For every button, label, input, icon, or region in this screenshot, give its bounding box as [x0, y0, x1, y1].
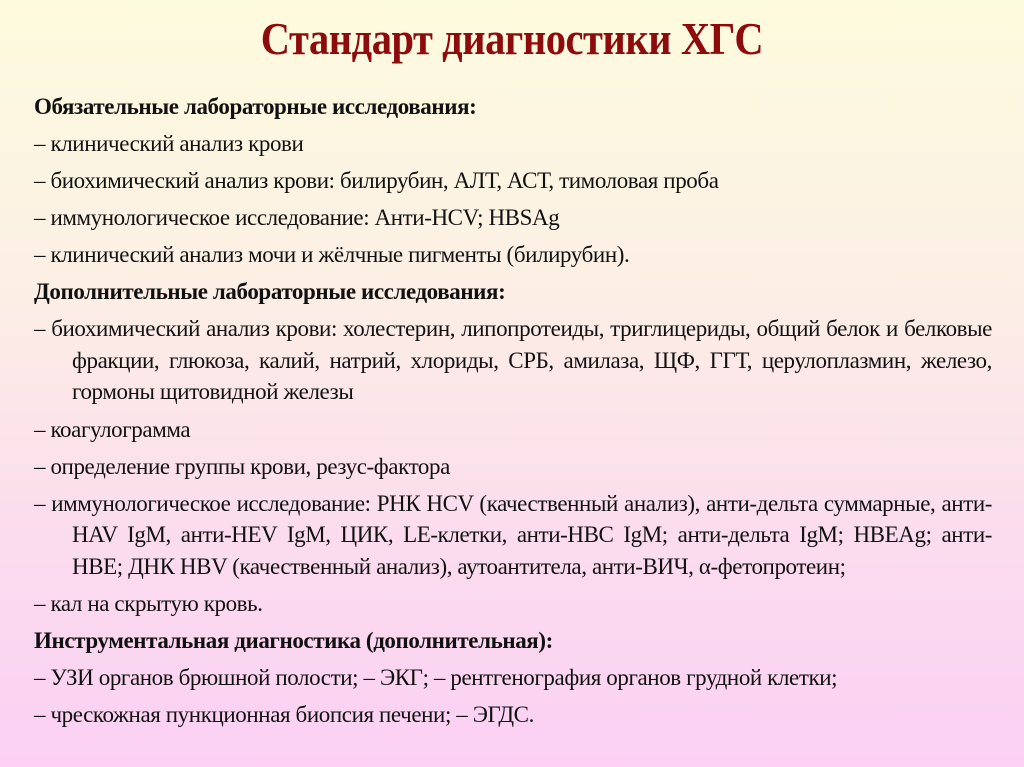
list-item: – кал на скрытую кровь. [34, 591, 263, 616]
list-item: – УЗИ органов брюшной полости; – ЭКГ; – рентгенография органов грудной клетки; [34, 665, 838, 690]
list-item: – определение группы крови, резус-фактора [34, 453, 450, 479]
list-item: – иммунологическое исследование: Анти-HCV; HBSAg [34, 205, 560, 230]
section-heading-mandatory: Обязательные лабораторные исследования: [34, 94, 477, 119]
section-heading-additional: Дополнительные лабораторные исследования: [34, 279, 506, 304]
list-item: – биохимический анализ крови: билирубин, АЛТ, АСТ, тимоловая проба [34, 168, 719, 193]
list-item: – чрескожная пункционная биопсия печени; – ЭГДС. [34, 702, 534, 727]
slide-title: Стандарт диагностики ХГС [260, 13, 764, 64]
section-heading-instrumental: Инструментальная диагностика (дополнительная): [34, 628, 553, 653]
list-item: – клинический анализ мочи и жёлчные пигменты (билирубин). [34, 242, 630, 267]
list-item: – биохимический анализ крови: холестерин, липопротеиды, триглицериды, общий белок и белковые фракции, глюкоза, калий, натрий, хлориды, СРБ, амилаза, ЩФ, ГГТ, церулоплазмин, железо, гормоны щитовидной железы [34, 316, 992, 404]
list-item: – клинический анализ крови [34, 131, 304, 156]
list-item: – коагулограмма [34, 416, 191, 442]
slide-content [34, 88, 992, 733]
list-item: – иммунологическое исследование: РНК HCV (качественный анализ), анти-дельта суммарные, анти-HAV IgM, анти-HEV IgM, ЦИК, LE-клетки, анти-HBC IgM; анти-дельта IgM; HBEAg; анти-HBE; ДНК HBV (качественный анализ), аутоантитела, анти-ВИЧ, α-фетопротеин; [34, 490, 992, 579]
